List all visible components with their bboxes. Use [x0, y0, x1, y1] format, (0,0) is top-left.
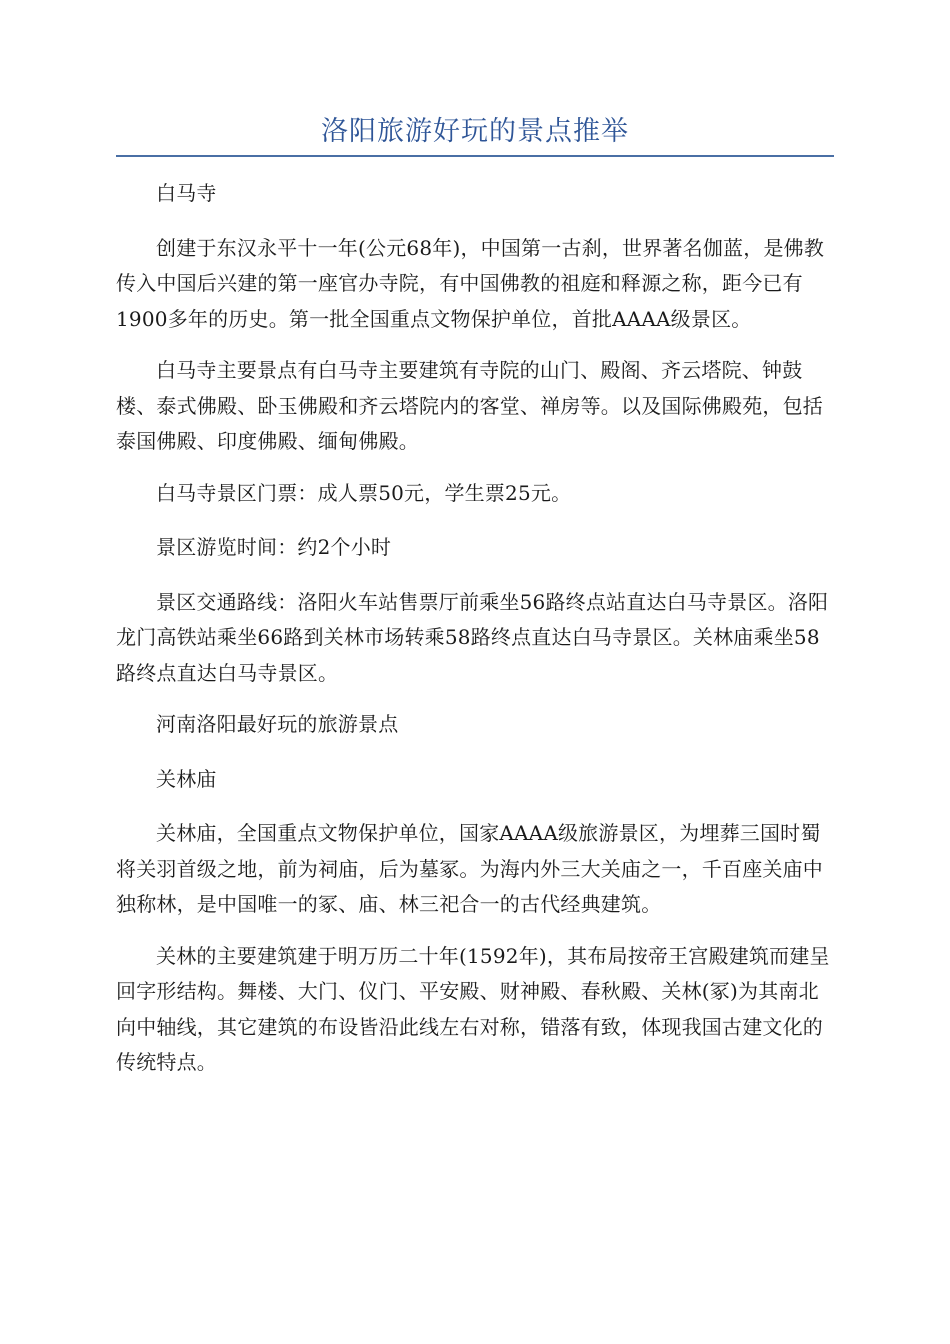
paragraph-baimasi-duration: 景区游览时间：约2个小时	[156, 535, 392, 559]
paragraph-baimasi-sights: 白马寺主要景点有白马寺主要建筑有寺院的山门、殿阁、齐云塔院、钟鼓楼、泰式佛殿、卧玉佛殿和齐云塔院内的客堂、禅房等。以及国际佛殿苑，包括泰国佛殿、印度佛殿、缅甸佛殿。	[116, 358, 823, 453]
title-underline	[116, 155, 834, 157]
paragraph-guanlin-architecture: 关林的主要建筑建于明万历二十年(1592年)，其布局按帝王宫殿建筑而建呈回字形结构。舞楼、大门、仪门、平安殿、财神殿、春秋殿、关林(冢)为其南北向中轴线，其它建筑的布设皆沿此线左右对称，错落有致，体现我国古建文化的传统特点。	[116, 943, 830, 1074]
paragraph-baimasi-intro: 创建于东汉永平十一年(公元68年)，中国第一古刹，世界著名伽蓝，是佛教传入中国后兴建的第一座官办寺院，有中国佛教的祖庭和释源之称，距今已有1900多年的历史。第一批全国重点文物保护单位，首批AAAA级景区。	[116, 235, 825, 331]
paragraph-guanlinmiao-intro: 关林庙，全国重点文物保护单位，国家AAAA级旅游景区，为埋葬三国时蜀将关羽首级之地，前为祠庙，后为墓冢。为海内外三大关庙之一，千百座关庙中独称林，是中国唯一的冢、庙、林三祀合一的古代经典建筑。	[116, 821, 823, 916]
section-heading-baimasi: 白马寺	[156, 181, 217, 205]
paragraph-baimasi-tickets: 白马寺景区门票：成人票50元，学生票25元。	[156, 480, 572, 505]
document-title: 洛阳旅游好玩的景点推举	[321, 116, 629, 147]
section-heading-guanlinmiao: 关林庙	[156, 766, 217, 791]
document-body	[116, 176, 834, 1097]
section-heading-henan: 河南洛阳最好玩的旅游景点	[156, 712, 399, 736]
paragraph-baimasi-transport: 景区交通路线：洛阳火车站售票厅前乘坐56路终点站直达白马寺景区。洛阳龙门高铁站乘坐66路到关林市场转乘58路终点直达白马寺景区。关林庙乘坐58路终点直达白马寺景区。	[116, 589, 829, 685]
